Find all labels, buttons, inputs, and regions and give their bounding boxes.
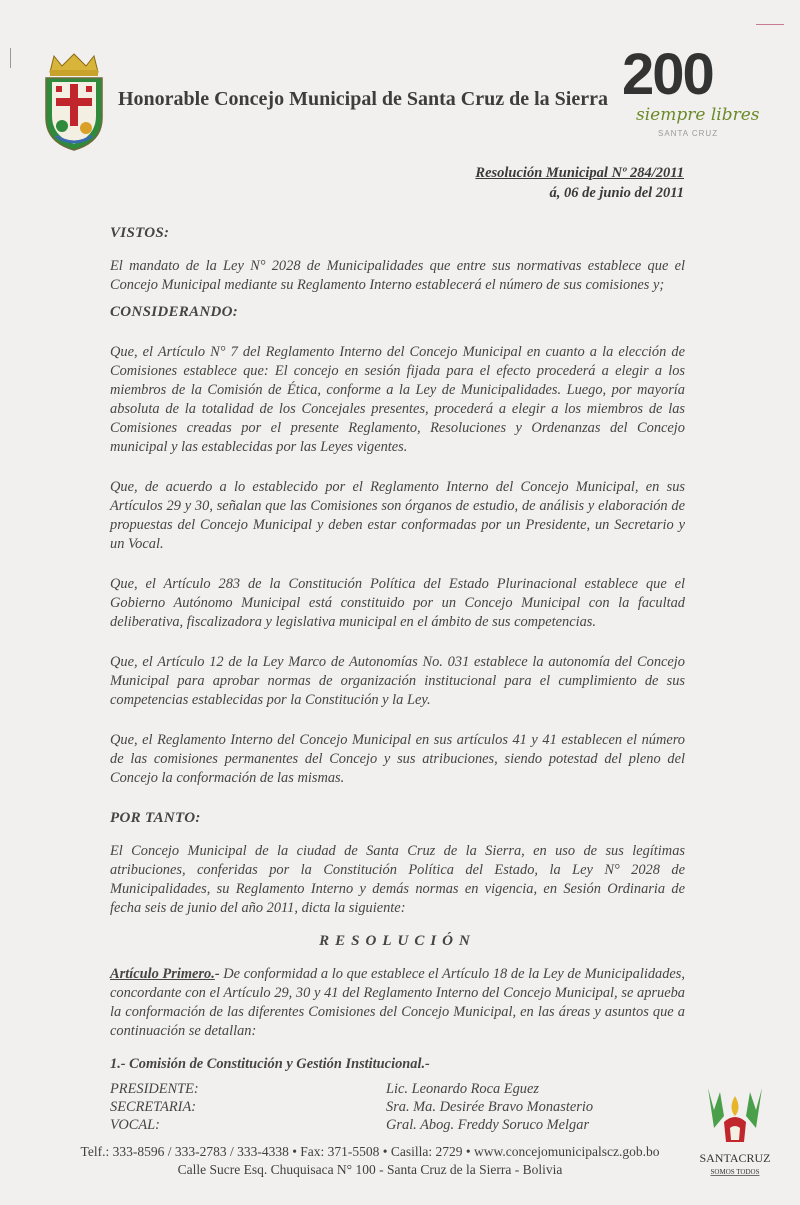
article-dash: - (214, 966, 220, 982)
resolution-number: Resolución Municipal Nº 284/2011 (475, 165, 684, 181)
footer-line-address: Calle Sucre Esq. Chuquisaca N° 100 - Santa Cruz de la Sierra - Bolivia (177, 1162, 563, 1177)
commission-members (110, 1080, 685, 1134)
resolucion-heading: RESOLUCIÓN (319, 933, 476, 949)
considerando-paragraph: Que, de acuerdo a lo establecido por el Reglamento Interno del Concejo Municipal, en sus Artículos 29 y 30, señalan que las Comisiones son órganos de estudio, de análisis y elaboración de propuestas del Concejo Municipal y deben estar conformadas por un Presidente, un Secretario y un Vocal. (110, 479, 685, 552)
member-role: SECRETARIA: (110, 1099, 197, 1115)
anniversary-place: SANTA CRUZ (658, 129, 719, 138)
member-name: Sra. Ma. Desirée Bravo Monasterio (386, 1099, 594, 1115)
considerando-paragraph: Que, el Artículo N° 7 del Reglamento Interno del Concejo Municipal en cuanto a la elección de Comisiones establece que: El concejo en sesión fijada para el efecto procederá a elegir a los miembros de la Comisión de Ética, conforme a la Ley de Municipalidades. Luego, por mayoría absoluta de la totalidad de los Concejales presentes, procederá a elegir a los miembros de las Comisiones creadas por el presente Reglamento, Resoluciones y Ordenanzas del Concejo municipal y las establecidas por las Leyes vigentes. (110, 344, 685, 455)
considerando-paragraph: Que, el Reglamento Interno del Concejo Municipal en sus artículos 41 y 41 establecen el número de las comisiones permanentes del Concejo y sus atribuciones, siendo potestad del pleno del Concejo la conformación de las mismas. (110, 732, 685, 786)
resolution-body (110, 224, 685, 1134)
vistos-heading: VISTOS: (110, 225, 170, 241)
member-name: Lic. Leonardo Roca Eguez (386, 1081, 539, 1097)
member-name: Gral. Abog. Freddy Soruco Melgar (386, 1117, 590, 1133)
member-role: PRESIDENTE: (110, 1081, 199, 1097)
article-first (110, 965, 685, 1041)
resolution-header (475, 163, 684, 203)
considerando-paragraph: Que, el Artículo 283 de la Constitución Política del Estado Plurinacional establece que el Gobierno Autónomo Municipal está constituido por un Concejo Municipal con la facultad deliberativa, fiscalizadora y legislativa municipal en el ámbito de sus competencias. (110, 576, 685, 630)
footer-contact (40, 1143, 700, 1179)
vistos-text: El mandato de la Ley N° 2028 de Municipalidades que entre sus normativas establece que el Concejo Municipal mediante su Reglamento Interno establecerá el número de sus comisiones y; (110, 258, 685, 293)
bicentennial-logo (618, 44, 768, 144)
member-role: VOCAL: (110, 1117, 160, 1133)
scan-edge-mark (10, 48, 11, 68)
article-text: De conformidad a lo que establece el Artículo 18 de la Ley de Municipalidades, concordante con el Artículo 29, 30 y 41 del Reglamento Interno del Concejo Municipal, se aprueba la conformación de las diferentes Comisiones del Concejo Municipal, en las áreas y asuntos que a continuación se detallan: (110, 966, 685, 1039)
santa-cruz-logo (694, 1082, 776, 1182)
city-logo-name: SANTACRUZ (699, 1151, 771, 1165)
article-label: Artículo Primero. (110, 966, 215, 982)
scan-corner-mark (756, 24, 784, 25)
municipal-crest-icon (40, 52, 108, 152)
city-logo-slogan: SOMOS TODOS (710, 1168, 760, 1176)
footer-line-contacts: Telf.: 333-8596 / 333-2783 / 333-4338 • Fax: 371-5508 • Casilla: 2729 • www.concejomunicipalscz.gob.bo (80, 1144, 660, 1159)
considerando-paragraph: Que, el Artículo 12 de la Ley Marco de Autonomías No. 031 establece la autonomía del Concejo Municipal para aprobar normas de organización institucional para el cumplimiento de sus competencias establecidas por la Constitución y la Ley. (110, 654, 685, 708)
council-name: Honorable Concejo Municipal de Santa Cruz de la Sierra (118, 88, 608, 110)
anniversary-tagline: siempre libres (636, 105, 760, 125)
anniversary-number: 200 (622, 44, 713, 107)
considerando-heading: CONSIDERANDO: (110, 304, 239, 320)
por-tanto-heading: POR TANTO: (110, 810, 201, 826)
por-tanto-text: El Concejo Municipal de la ciudad de Santa Cruz de la Sierra, en uso de sus legítimas atribuciones, conferidas por la Constitución Política del Estado, la Ley N° 2028 de Municipalidades, su Reglamento Interno y demás normas en vigencia, en Sesión Ordinaria de fecha seis de junio del año 2011, dicta la siguiente: (110, 843, 685, 916)
commission-title: 1.- Comisión de Constitución y Gestión Institucional.- (110, 1056, 430, 1072)
resolution-date: á, 06 de junio del 2011 (549, 185, 684, 201)
